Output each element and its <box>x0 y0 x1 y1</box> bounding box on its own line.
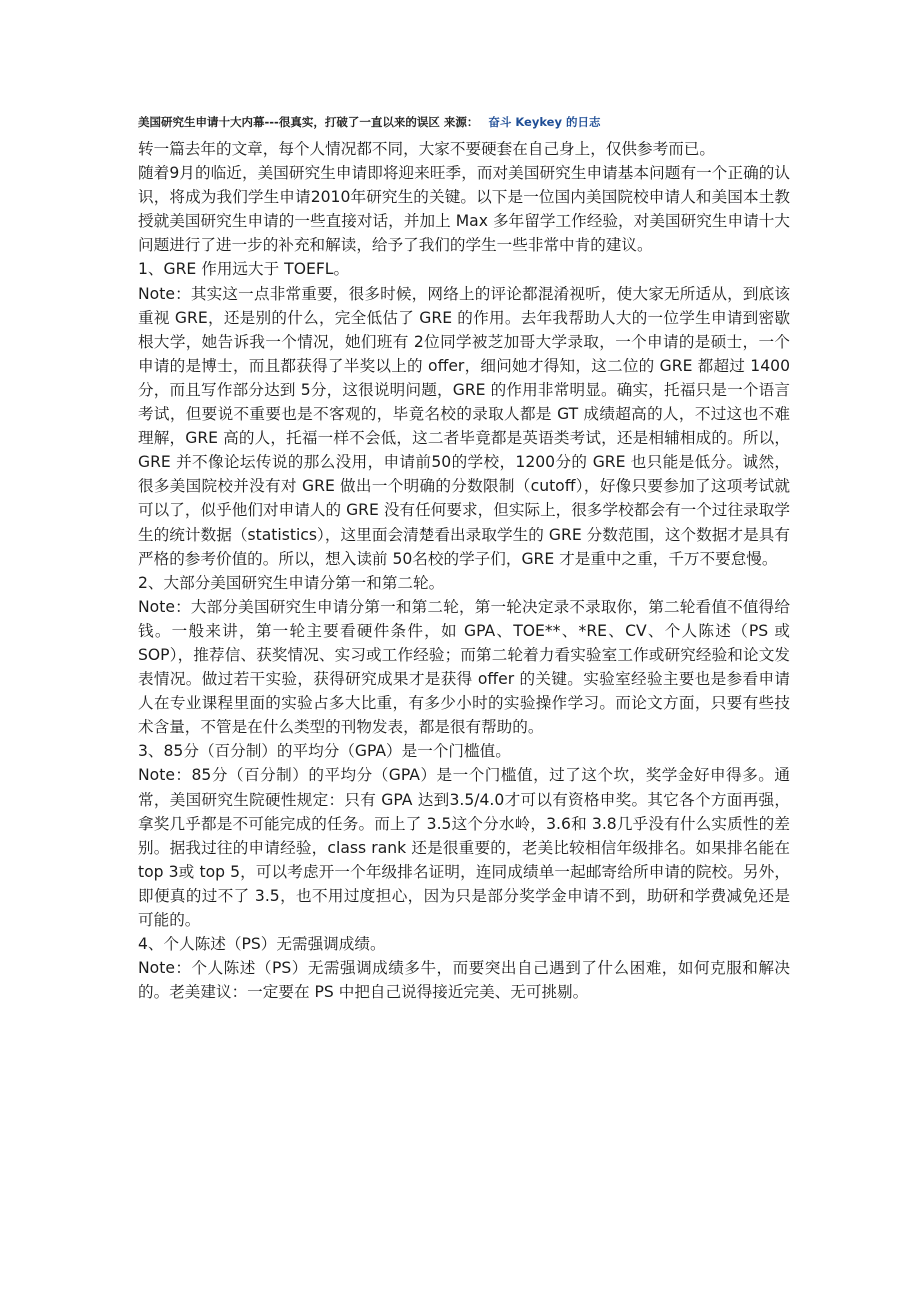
point-2-heading: 2、大部分美国研究生申请分第一和第二轮。 <box>138 573 445 592</box>
document-page <box>138 112 790 1004</box>
point-4-note: Note：个人陈述（PS）无需强调成绩多牛，而要突出自己遇到了什么困难，如何克服和解决的。老美建议：一定要在 PS 中把自己说得接近完美、无可挑剔。 <box>138 959 790 1002</box>
point-3-note: Note：85分（百分制）的平均分（GPA）是一个门槛值，过了这个坎，奖学金好申得多。通常，美国研究生院硬性规定：只有 GPA 达到3.5/4.0才可以有资格申奖。其它各个方面再强，拿奖几乎都是不可能完成的任务。而上了 3.5这个分水岭，3.6和 3.8几乎没有什么实质性的差别。据我过往的申请经验，class rank 还是很重要的，老美比较相信年级排名。如果排名能在 top 3或 top 5，可以考虑开一个年级排名证明，连同成绩单一起邮寄给所申请的院校。另外，即便真的过不了 3.5，也不用过度担心，因为只是部分奖学金申请不到，助研和学费减免还是可能的。 <box>138 766 790 929</box>
point-4-heading: 4、个人陈述（PS）无需强调成绩。 <box>138 935 386 954</box>
intro-paragraph: 转一篇去年的文章，每个人情况都不同，大家不要硬套在自己身上，仅供参考而已。 <box>138 140 715 158</box>
article-title-line <box>138 112 790 132</box>
point-3-heading: 3、85分（百分制）的平均分（GPA）是一个门槛值。 <box>138 742 511 761</box>
article-title: 美国研究生申请十大内幕---很真实，打破了一直以来的误区 来源： <box>138 115 479 129</box>
point-1-note: Note：其实这一点非常重要，很多时候，网络上的评论都混淆视听，使大家无所适从，到底该重视 GRE，还是别的什么，完全低估了 GRE 的作用。去年我帮助人大的一位学生申请到密歇根大学，她告诉我一个情况，她们班有 2位同学被芝加哥大学录取，一个申请的是硕士，一个申请的是博士，而且都获得了半奖以上的 offer，细问她才得知，这二位的 GRE 都超过 1400分，而且写作部分达到 5分，这很说明问题，GRE 的作用非常明显。确实，托福只是一个语言考试，但要说不重要也是不客观的，毕竟名校的录取人都是 GT 成绩超高的人，不过这也不难理解，GRE 高的人，托福一样不会低，这二者毕竟都是英语类考试，还是相辅相成的。所以，GRE 并不像论坛传说的那么没用，申请前50的学校，1200分的 GRE 也只能是低分。诚然，很多美国院校并没有对 GRE 做出一个明确的分数限制（cutoff），好像只要参加了这项考试就可以了，似乎他们对申请人的 GRE 没有任何要求，但实际上，很多学校都会有一个过往录取学生的统计数据（statistics），这里面会清楚看出录取学生的 GRE 分数范围，这个数据才是具有严格的参考价值的。所以，想入读前 50名校的学子们，GRE 才是重中之重，千万不要怠慢。 <box>138 284 790 568</box>
context-paragraph: 随着9月的临近，美国研究生申请即将迎来旺季，而对美国研究生申请基本问题有一个正确的认识，将成为我们学生申请2010年研究生的关键。以下是一位国内美国院校申请人和美国本土教授就美国研究生申请的一些直接对话，并加上 Max 多年留学工作经验，对美国研究生申请十大问题进行了进一步的补充和解读，给予了我们的学生一些非常中肯的建议。 <box>138 164 790 255</box>
source-blog-link[interactable]: 奋斗 Keykey 的日志 <box>488 115 601 129</box>
article-body <box>138 137 790 1004</box>
point-2-note: Note：大部分美国研究生申请分第一和第二轮，第一轮决定录不录取你，第二轮看值不值得给钱。一般来讲，第一轮主要看硬件条件，如 GPA、TOE**、*RE、CV、个人陈述（PS 或 SOP），推荐信、获奖情况、实习或工作经验；而第二轮着力看实验室工作或研究经验和论文发表情况。做过若干实验，获得研究成果才是获得 offer 的关键。实验室经验主要也是参看申请人在专业课程里面的实验占多大比重，有多少小时的实验操作学习。而论文方面，只要有些技术含量，不管是在什么类型的刊物发表，都是很有帮助的。 <box>138 597 790 737</box>
point-1-heading: 1、GRE 作用远大于 TOEFL。 <box>138 260 350 279</box>
